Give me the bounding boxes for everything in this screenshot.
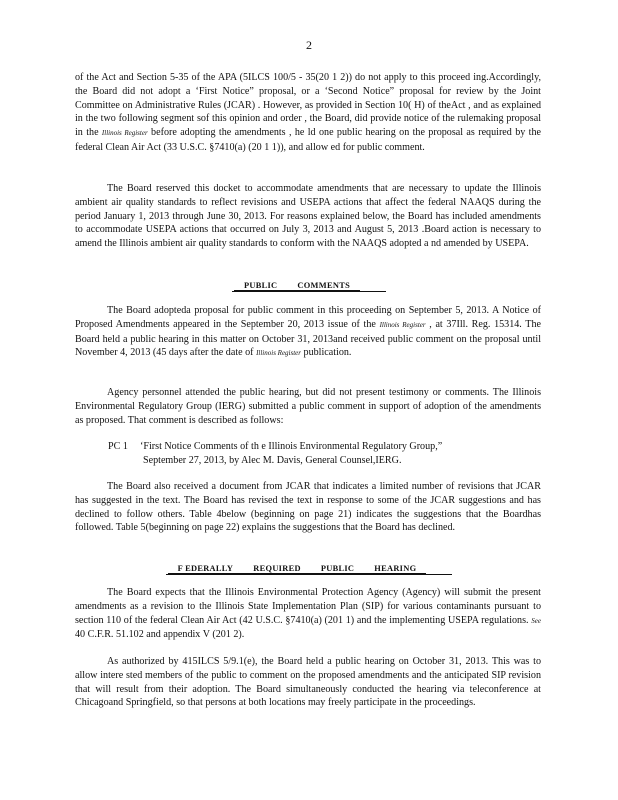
paragraph-text: 40 C.F.R. 51.102 and appendix V (201 2). <box>75 629 245 641</box>
comment-list-item <box>108 440 528 468</box>
publication-name: Illinois Register <box>101 129 148 138</box>
paragraph-public-hearing-held: As authorized by 415ILCS 5/9.1(e), the Board held a public hearing on October 31, 2013. This was to allow intere sted members of the public to comment on the proposed amendments and the anticipated SIP revision that will result from their adoption. The Board simultaneously conducted the hearing via teleconference at Chicagoand Springfield, so that persons at both locations may freely participate in the proceedings. <box>75 656 541 709</box>
section-heading-federally-required-public-hearing <box>0 564 618 573</box>
page-number: 2 <box>306 38 312 52</box>
paragraph-text: before adopting the amendments , he ld one public hearing on the proposal as required by the federal Clean Air Act (33 U.S.C. §7410(a) (20 1 1)), and allow ed for public comment. <box>75 127 541 153</box>
citation-signal: See <box>531 616 541 625</box>
paragraph-text: The Board adopteda proposal for public comment in this proceeding on September 5, 2013. A Notice of Proposed Amendments appeared in the September 20, 2013 issue of the <box>75 305 541 330</box>
paragraph-docket-reserved: The Board reserved this docket to accommodate amendments that are necessary to update the Illinois ambient air quality standards to reflect revisions and USEPA actions that affect the federal NAAQS during the period January 1, 2013 through June 30, 2013. For reasons explained below, the Board has included amendments to accommodate USEPA actions that occurred on July 3, 2013 and August 5, 2013 .Board action is necessary to amend the Illinois ambient air quality standards to conform with the NAAQS adopted a nd amended by USEPA. <box>75 183 541 250</box>
heading-word: PUBLIC <box>234 281 287 291</box>
paragraph-proposal-adopted <box>75 304 541 361</box>
paragraph-jcar-suggestions: The Board also received a document from JCAR that indicates a limited number of revisions that JCAR has suggested in the text. The Board has revised the text in response to some of the JCAR suggestions and has declined to follow others. Table 4below (beginning on page 21) indicates the suggestions that the Boardhas followed. Table 5(beginning on page 22) explains the suggestions that the Board has declined. <box>75 481 541 534</box>
publication-name: Illinois Register <box>256 349 301 358</box>
heading-word: F EDERALLY <box>168 564 244 574</box>
paragraph-apa-exemption <box>75 71 541 155</box>
paragraph-text: , at 37Ill. Reg. 15314. The Board held a public hearing in this matter on October 31, 2013and received public comment on the proposal until November 4, 2013 (45 days after the date of <box>75 318 541 359</box>
paragraph-agency-personnel: Agency personnel attended the public hearing, but did not present testimony or comments. The Illinois Environmental Regulatory Group (IERG) submitted a public comment in support of adoption of the amendments as proposed. That comment is described as follows: <box>75 387 541 426</box>
heading-word: REQUIRED <box>243 564 311 574</box>
paragraph-text: of the Act and Section 5-35 of the APA (5ILCS 100/5 - 35(20 1 2)) do not apply to this proceed ing.Accordingly, the Board did not adopt a ‘First Notice” proposal, or a ‘Second Notice” proposal for review by the Joint Committee on Administrative Rules (JCAR) . However, as provided in Section 10( H) of theAct , and as explained in the two following segment sof this opinion and order , the Board, did provide notice of the rulemaking proposal in the <box>75 72 541 139</box>
paragraph-text: The Board expects that the Illinois Environmental Protection Agency (Agency) will submit the present amendments as a revision to the Illinois State Implementation Plan (SIP) for various contaminants pursuant to section 110 of the federal Clean Air Act (42 U.S.C. §7410(a) (201 1) and the implementing USEPA regulations. <box>75 587 541 626</box>
heading-word: COMMENTS <box>287 281 360 291</box>
heading-word: PUBLIC <box>311 564 364 574</box>
comment-citation: September 27, 2013, by Alec M. Davis, General Counsel,IERG. <box>143 454 402 466</box>
comment-title: ‘First Notice Comments of th e Illinois Environmental Regulatory Group,” <box>140 441 443 452</box>
paragraph-text: publication. <box>301 347 352 359</box>
publication-name: Illinois Register <box>379 320 426 329</box>
section-heading-public-comments <box>0 281 618 290</box>
paragraph-sip-submission <box>75 586 541 642</box>
comment-id: PC 1 <box>108 441 128 452</box>
heading-word: HEARING <box>364 564 426 574</box>
